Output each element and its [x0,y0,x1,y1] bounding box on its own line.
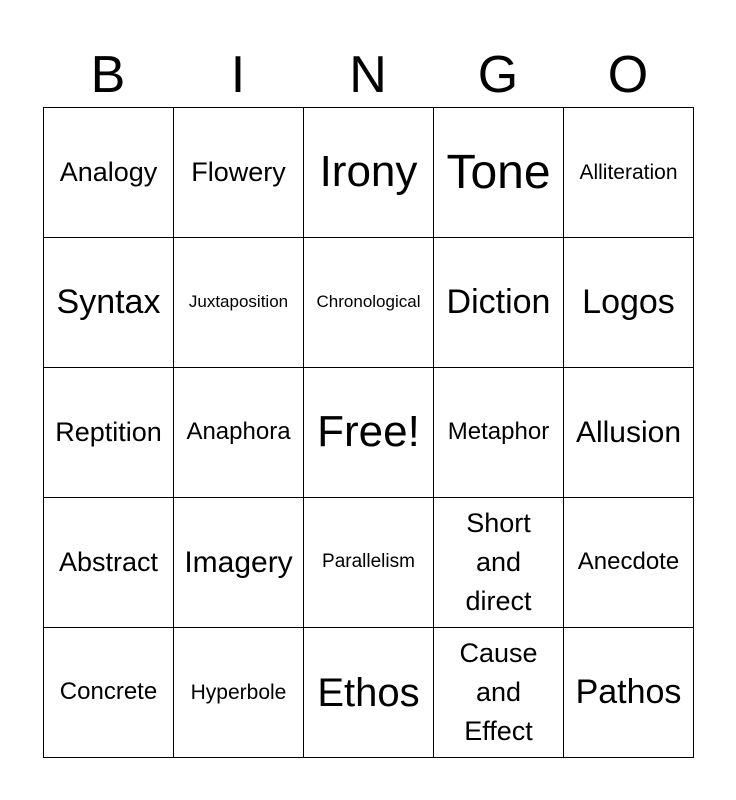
cell-label: Parallelism [322,551,415,573]
cell-label: Alliteration [579,160,678,184]
cell-label: Diction [446,283,551,322]
bingo-cell[interactable] [44,108,174,238]
bingo-cell[interactable] [44,628,174,758]
cell-label: Imagery [184,545,293,579]
bingo-cell[interactable] [174,368,304,498]
bingo-header [43,45,693,105]
cell-label: Logos [582,283,675,322]
bingo-cell[interactable] [44,368,174,498]
bingo-cell[interactable] [174,628,304,758]
cell-label: Reptition [55,416,162,447]
header-letter-b: B [90,46,126,104]
bingo-cell[interactable] [564,108,694,238]
cell-label: Flowery [191,156,286,187]
bingo-cell[interactable] [174,108,304,238]
cell-label: Tone [446,145,551,199]
bingo-cell[interactable] [174,238,304,368]
bingo-cell[interactable] [564,628,694,758]
cell-label: Anaphora [186,418,291,446]
bingo-cell[interactable] [434,108,564,238]
bingo-cell[interactable] [44,498,174,628]
bingo-cell[interactable] [174,498,304,628]
header-letter-i: I [230,46,246,104]
cell-label: Ethos [317,670,420,715]
cell-label: Free! [317,407,420,457]
cell-label: Pathos [575,673,682,712]
cell-label: Abstract [58,546,159,577]
bingo-cell[interactable] [304,498,434,628]
bingo-cell[interactable] [304,108,434,238]
header-letter-n: N [349,46,387,104]
cell-label: Analogy [59,156,158,187]
bingo-cell[interactable] [44,238,174,368]
bingo-cell[interactable] [434,628,564,758]
cell-label: Cause and Effect [459,637,538,747]
cell-label: Allusion [575,415,682,449]
bingo-cell[interactable] [564,238,694,368]
cell-label: Syntax [56,283,161,322]
bingo-cell[interactable] [434,368,564,498]
header-letter-o: O [607,46,649,104]
cell-label: Irony [319,147,418,197]
cell-label: Short and direct [465,507,532,617]
bingo-cell[interactable] [564,498,694,628]
cell-label: Hyperbole [190,680,287,704]
bingo-board [43,107,694,758]
cell-label: Anecdote [577,548,680,576]
bingo-cell[interactable] [564,368,694,498]
bingo-cell[interactable] [434,238,564,368]
bingo-cell[interactable] [434,498,564,628]
cell-label: Metaphor [447,418,550,446]
bingo-cell[interactable] [304,628,434,758]
cell-label: Juxtaposition [188,292,289,312]
bingo-cell[interactable] [304,238,434,368]
cell-label: Concrete [59,678,158,706]
cell-label: Chronological [316,292,421,312]
free-space-cell[interactable] [304,368,434,498]
header-letter-g: G [477,46,519,104]
